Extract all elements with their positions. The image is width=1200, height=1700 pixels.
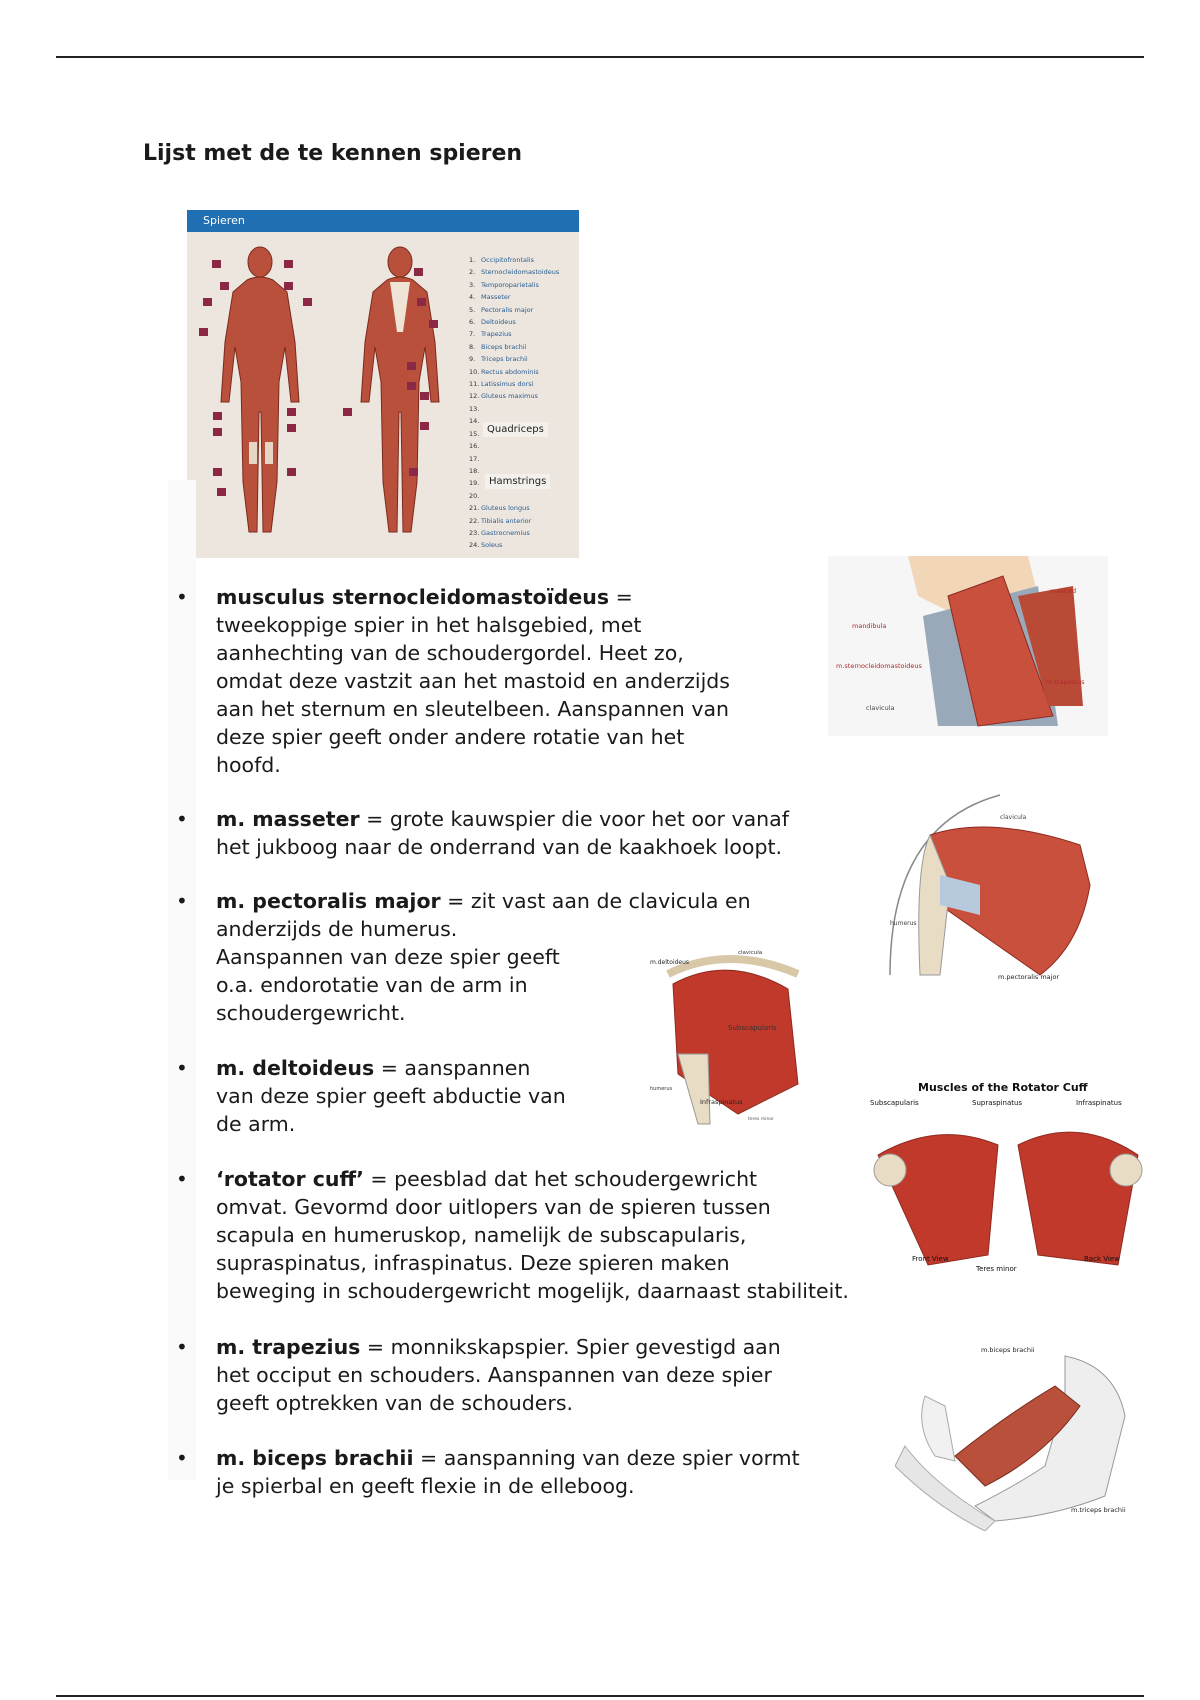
label-pectoralis: m.pectoralis major: [998, 973, 1060, 981]
label-teres-minor: teres minor: [748, 1117, 774, 1122]
term: m. biceps brachii: [216, 1446, 414, 1470]
label-back-view: Back View: [1084, 1255, 1120, 1263]
legend-number: 19.: [469, 479, 480, 488]
muscle-overview-figure: [187, 210, 579, 558]
list-item-biceps: • m. biceps brachii = aanspanning van deze spier vormt je spierbal en geeft flexie in de elleboog.: [176, 1446, 800, 1498]
legend-number: 14.: [469, 417, 480, 426]
term: m. pectoralis major: [216, 889, 441, 913]
legend-number: 23.: [469, 528, 480, 537]
top-rule: [56, 56, 1144, 58]
figure-header: Spieren: [187, 210, 579, 232]
legend-label: Gastrocnemius: [481, 528, 530, 537]
legend-item: [469, 490, 579, 502]
legend-item: [469, 266, 579, 278]
legend-label: Triceps brachii: [481, 355, 528, 364]
bullet: •: [176, 1446, 188, 1470]
list-item-trapezius: • m. trapezius = monnikskapspier. Spier gevestigd aan het occiput en schouders. Aanspannen van deze spier geeft optrekken van de schouders.: [176, 1335, 781, 1415]
pectoral-figure: [880, 785, 1110, 990]
legend-label: Trapezius: [481, 330, 512, 339]
label-front-view: Front View: [912, 1255, 949, 1263]
bottom-rule: [56, 1695, 1144, 1697]
legend-label: Temporoparietalis: [481, 280, 539, 289]
legend-label: Rectus abdominis: [481, 367, 539, 376]
legend-label: Pectoralis major: [481, 305, 534, 314]
legend-item: [469, 453, 579, 465]
legend-item: [469, 527, 579, 539]
biceps-figure: [895, 1336, 1135, 1531]
legend-number: 6.: [469, 318, 476, 327]
legend-number: 17.: [469, 454, 480, 463]
legend-item: [469, 341, 579, 353]
bullet: •: [176, 807, 188, 831]
label-infraspinatus: Infraspinatus: [700, 1098, 743, 1106]
page-title: Lijst met de te kennen spieren: [143, 141, 523, 166]
list-item-scm: • musculus sternocleidomastoïdeus = tweekoppige spier in het halsgebied, met aanhechting van de schoudergordel. Heet zo, omdat deze vastzit aan het mastoid en anderzijds aan het sternum en sleutelbeen. Aanspannen van deze spier geeft onder andere rotatie van het hoofd.: [176, 585, 730, 777]
term: m. masseter: [216, 807, 360, 831]
quadriceps-label: Quadriceps: [483, 422, 548, 437]
legend-label: Occipitofrontalis: [481, 256, 534, 264]
rotator-cuff-figure: [868, 1075, 1148, 1275]
label-deltoideus: m.deltoideus: [650, 959, 690, 966]
legend-item: [469, 515, 579, 527]
legend-label: Gluteus maximus: [481, 392, 538, 401]
legend-item: [469, 366, 579, 378]
legend-item: [469, 378, 579, 390]
legend-label: Gluteus longus: [481, 504, 530, 513]
label-mastoid: mastoid: [1050, 587, 1077, 595]
bullet: •: [176, 585, 188, 609]
legend-number: 21.: [469, 504, 480, 513]
label-infraspinatus: Infraspinatus: [1076, 1099, 1122, 1107]
label-mandibula: mandibula: [852, 622, 887, 630]
list-item-rotator-cuff: • ‘rotator cuff’ = peesblad dat het schoudergewricht omvat. Gevormd door uitlopers van de spieren tussen scapula en humeruskop, namelijk de subscapularis, supraspinatus, infraspinatus. Deze spieren maken beweging in schoudergewricht mogelijk, daarnaast stabiliteit.: [176, 1167, 849, 1303]
term: m. deltoideus: [216, 1056, 375, 1080]
list-item-deltoideus: • m. deltoideus = aanspannen van deze spier geeft abductie van de arm.: [176, 1056, 566, 1136]
legend-item: [469, 390, 579, 402]
legend-label: Tibialis anterior: [481, 516, 532, 525]
bullet: •: [176, 1056, 188, 1080]
legend-number: 3.: [469, 280, 476, 289]
legend-item: [469, 279, 579, 291]
label-humerus: humerus: [890, 920, 917, 927]
label-biceps: m.biceps brachii: [981, 1346, 1035, 1354]
legend-number: 12.: [469, 392, 480, 401]
list-item-masseter: • m. masseter = grote kauwspier die voor het oor vanaf het jukboog naar de onderrand van de kaakhoek loopt.: [176, 807, 789, 859]
bullet: •: [176, 889, 188, 913]
term: musculus sternocleidomastoïdeus: [216, 585, 610, 609]
legend-label: Sternocleidomastoideus: [481, 268, 560, 277]
legend-item: [469, 539, 579, 551]
bullet: •: [176, 1335, 188, 1359]
legend-number: 18.: [469, 466, 480, 475]
label-supraspinatus: Supraspinatus: [972, 1099, 1023, 1107]
legend-label: Masseter: [481, 293, 511, 302]
hamstrings-label: Hamstrings: [485, 474, 550, 489]
legend-number: 1.: [469, 256, 476, 264]
label-clavicula: clavicula: [738, 950, 763, 956]
legend-item: [469, 440, 579, 452]
legend-label: Soleus: [481, 541, 503, 550]
legend-item: [469, 353, 579, 365]
deltoid-figure: [648, 944, 816, 1128]
label-subscapularis: Subscapularis: [870, 1099, 919, 1107]
label-clavicula: clavicula: [866, 704, 895, 712]
rotator-title: Muscles of the Rotator Cuff: [918, 1081, 1088, 1094]
legend-label: Latissimus dorsi: [481, 380, 534, 389]
legend-number: 4.: [469, 293, 476, 302]
legend-number: 11.: [469, 380, 480, 389]
muscle-legend: [469, 254, 579, 552]
label-humerus: humerus: [650, 1086, 673, 1092]
term: ‘rotator cuff’: [216, 1167, 364, 1191]
legend-number: 5.: [469, 305, 476, 314]
list-item-pectoralis: • m. pectoralis major = zit vast aan de clavicula en anderzijds de humerus. Aanspannen van deze spier geeft o.a. endorotatie van de arm in schoudergewricht.: [176, 889, 751, 1025]
neck-figure: [828, 556, 1108, 736]
legend-number: 16.: [469, 442, 480, 451]
legend-item: [469, 328, 579, 340]
label-trapezius: m.trapezius: [1046, 678, 1085, 686]
term: m. trapezius: [216, 1335, 361, 1359]
label-scm: m.sternocleidomastoideus: [836, 662, 922, 670]
legend-number: 9.: [469, 355, 476, 364]
bullet: •: [176, 1167, 188, 1191]
legend-number: 24.: [469, 541, 480, 550]
legend-number: 20.: [469, 491, 480, 500]
legend-item: [469, 254, 579, 266]
legend-label: Deltoideus: [481, 318, 516, 327]
legend-number: 8.: [469, 342, 476, 351]
legend-item: [469, 291, 579, 303]
legend-number: 15.: [469, 429, 480, 438]
legend-label: Biceps brachii: [481, 342, 527, 351]
legend-number: 13.: [469, 404, 480, 413]
legend-number: 2.: [469, 268, 476, 277]
label-subscapularis: Subscapularis: [728, 1024, 777, 1032]
legend-number: 22.: [469, 516, 480, 525]
legend-item: [469, 304, 579, 316]
legend-item: [469, 502, 579, 514]
label-teres-minor: Teres minor: [976, 1265, 1017, 1273]
legend-item: [469, 403, 579, 415]
legend-number: 10.: [469, 367, 480, 376]
legend-item: [469, 316, 579, 328]
label-triceps: m.triceps brachii: [1071, 1506, 1126, 1514]
label-clavicula: clavicula: [1000, 814, 1027, 821]
legend-number: 7.: [469, 330, 476, 339]
